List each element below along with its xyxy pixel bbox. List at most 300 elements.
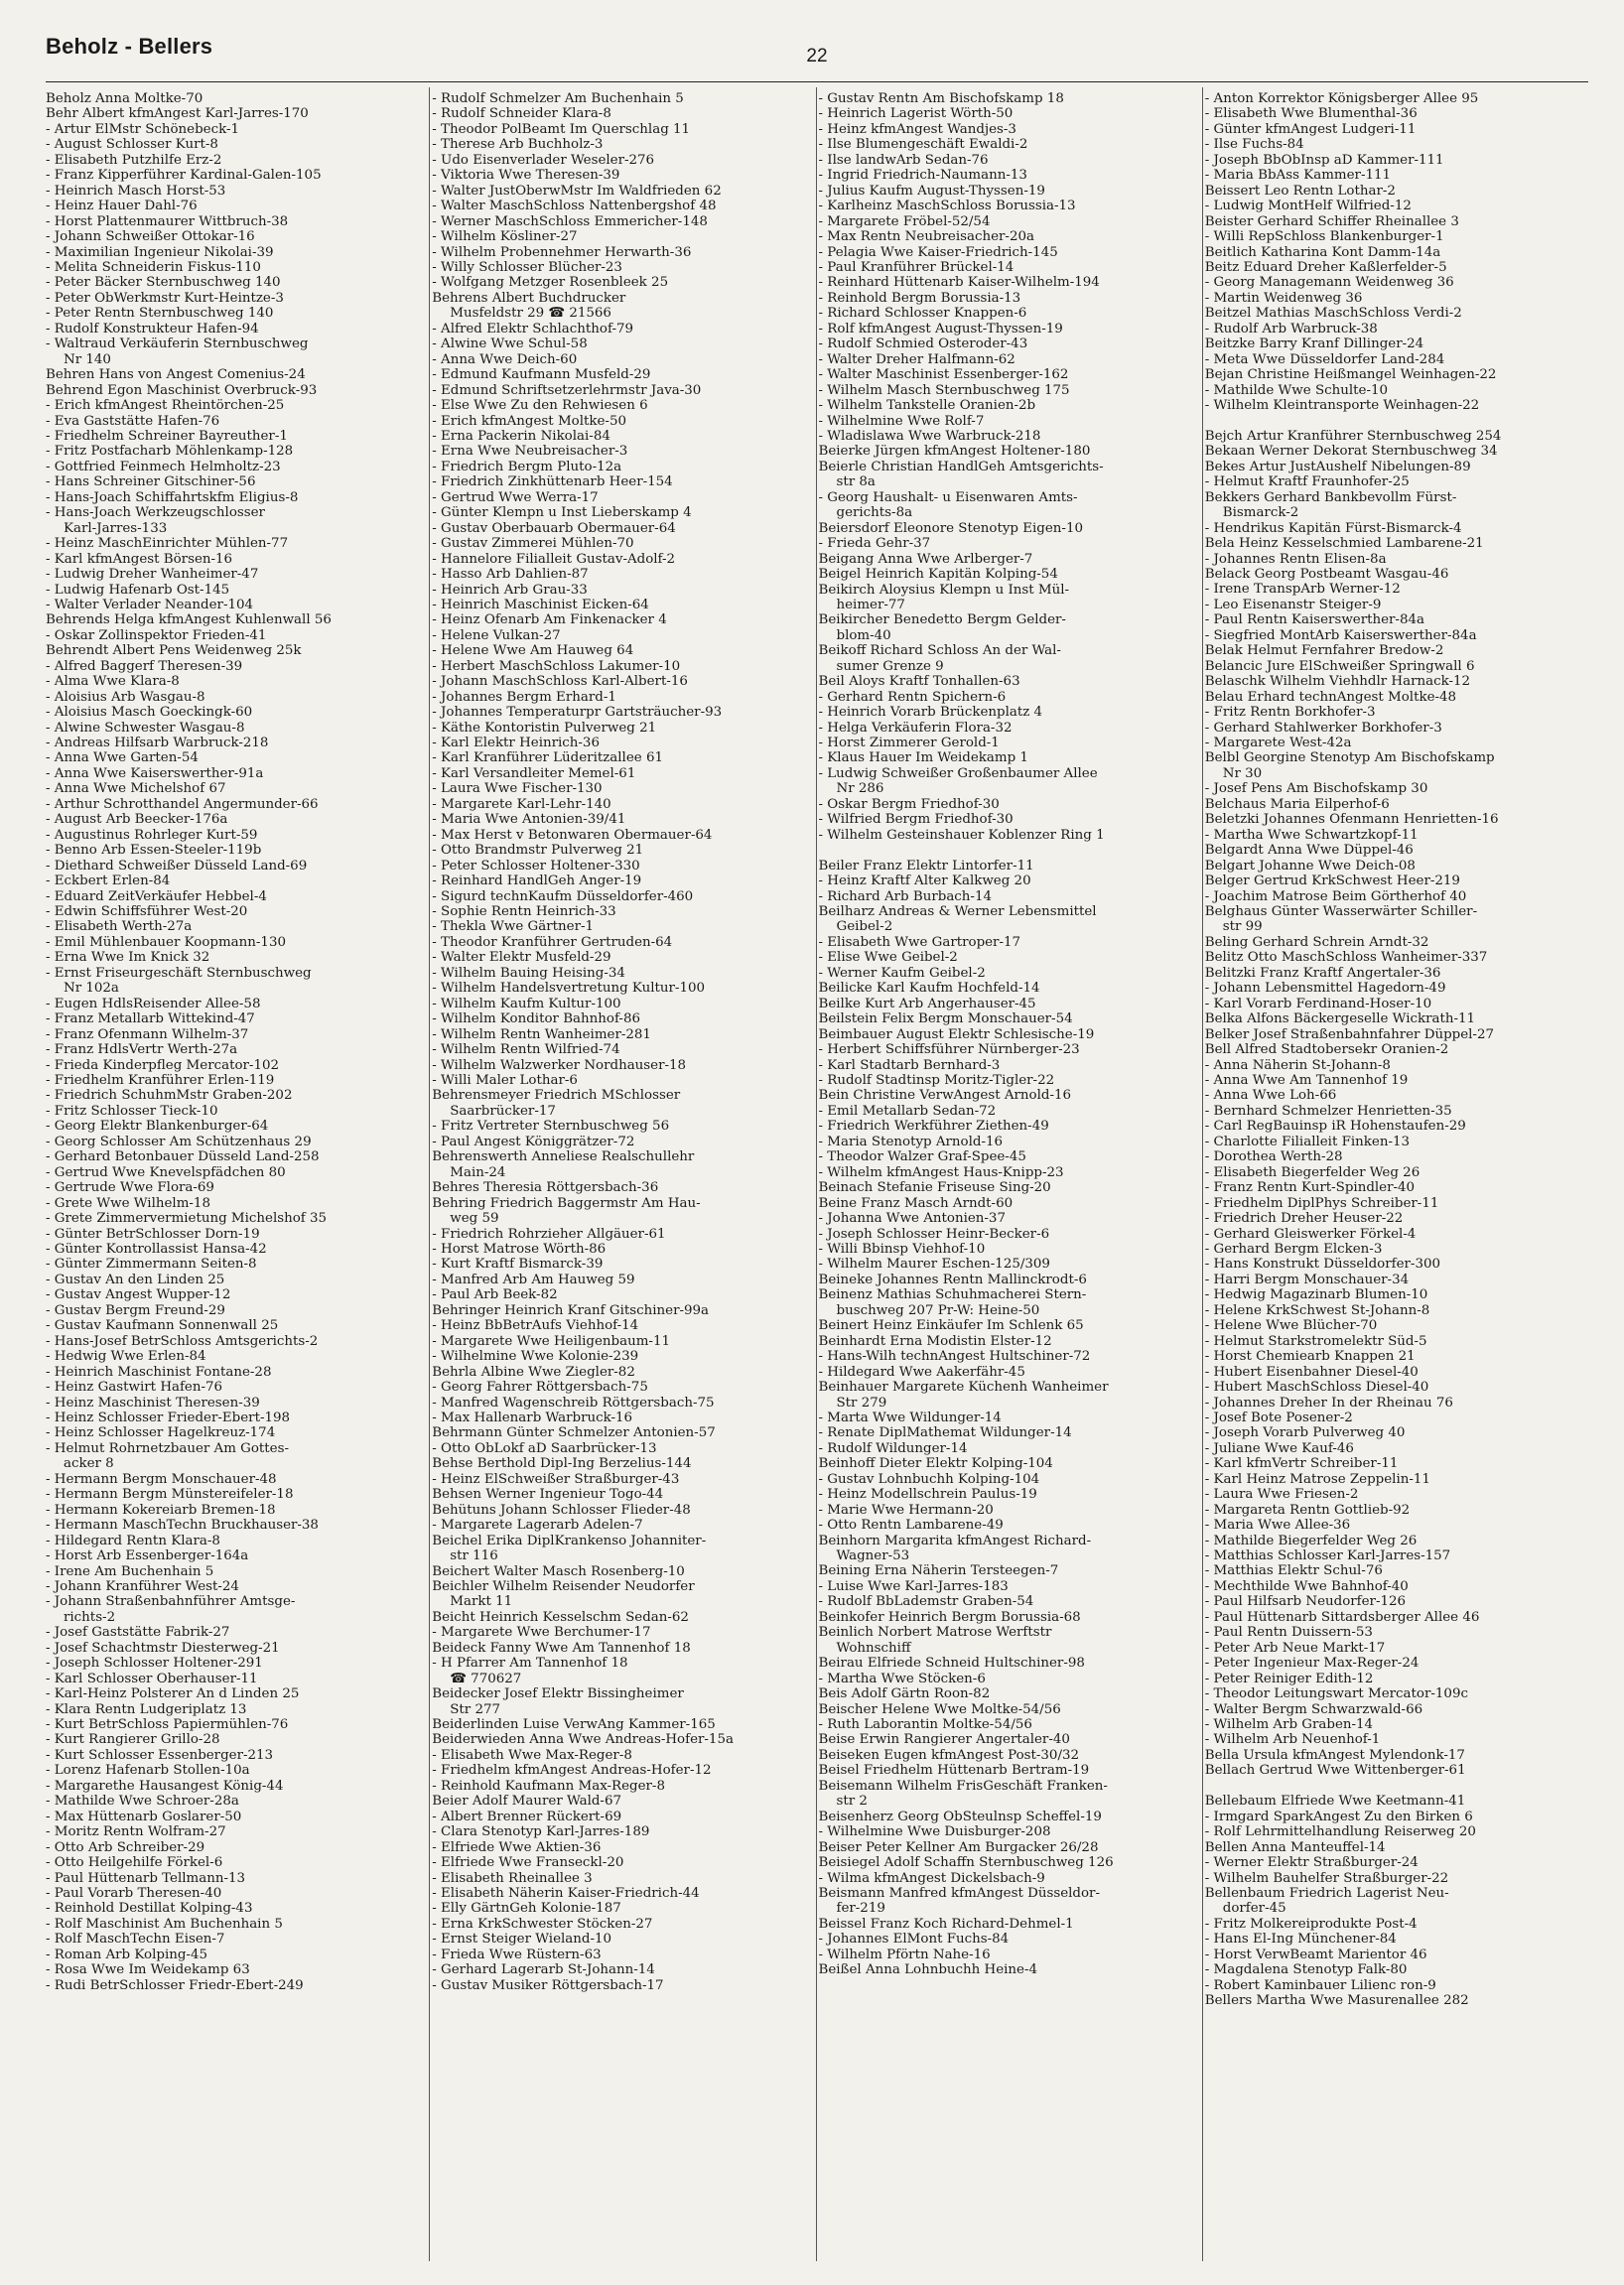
column-2 — [429, 87, 815, 2261]
directory-entry: Behütuns Johann Schlosser Flieder-48 — [432, 1502, 691, 1518]
directory-entry: - Elisabeth Wwe Gartroper-17 — [818, 934, 1021, 950]
directory-entry: - Anna Näherin St-Johann-8 — [1204, 1057, 1391, 1073]
directory-entry: - Gerhard Stahlwerker Borkhofer-3 — [1204, 720, 1442, 736]
directory-entry: - Roman Arb Kolping-45 — [46, 1947, 207, 1962]
directory-entry: Beitzel Mathias MaschSchloss Verdi-2 — [1204, 306, 1462, 322]
directory-entry: - Hubert Eisenbahner Diesel-40 — [1204, 1364, 1419, 1380]
directory-entry: - Anna Wwe Am Tannenhof 19 — [1204, 1072, 1409, 1088]
directory-entry: - Rudolf BbLademstr Graben-54 — [818, 1594, 1034, 1610]
directory-entry: - Clara Stenotyp Karl-Jarres-189 — [432, 1824, 650, 1840]
directory-entry: - Hans-Wilh technAngest Hultschiner-72 — [818, 1349, 1091, 1365]
directory-entry: - Gertrude Wwe Flora-69 — [46, 1180, 214, 1196]
directory-entry: Bein Christine VerwAngest Arnold-16 — [818, 1088, 1072, 1104]
directory-entry: - Paul Hüttenarb Tellmann-13 — [46, 1870, 246, 1886]
directory-entry: - Elly GärtnGeh Kolonie-187 — [432, 1901, 621, 1917]
directory-entry: - Rudolf Schneider Klara-8 — [432, 106, 611, 122]
directory-entry: - Wilhelm Handelsvertretung Kultur-100 — [432, 981, 706, 997]
directory-entry: - Karl kfmVertr Schreiber-11 — [1204, 1456, 1399, 1472]
directory-entry: - Gustav Zimmerei Mühlen-70 — [432, 536, 634, 552]
directory-entry: Behres Theresia Röttgersbach-36 — [432, 1180, 659, 1196]
directory-entry: - Franz Metallarb Wittekind-47 — [46, 1011, 255, 1027]
directory-entry: - Elisabeth Putzhilfe Erz-2 — [46, 152, 222, 168]
directory-entry: - Willy Schlosser Blücher-23 — [432, 259, 622, 275]
directory-entry: - Margarethe Hausangest König-44 — [46, 1778, 284, 1794]
directory-entry: - Herbert Schiffsführer Nürnberger-23 — [818, 1042, 1080, 1058]
directory-entry: Bekkers Gerhard Bankbevollm Fürst- — [1204, 489, 1457, 505]
directory-entry: Bellach Gertrud Wwe Wittenberger-61 — [1204, 1763, 1466, 1779]
directory-entry: Belancic Jure ElSchweißer Springwall 6 — [1204, 658, 1475, 674]
directory-entry: - Gustav Musiker Röttgersbach-17 — [432, 1977, 664, 1993]
directory-entry: - Gottfried Feinmech Helmholtz-23 — [46, 459, 281, 474]
directory-entry: - Frieda Kinderpfleg Mercator-102 — [46, 1057, 280, 1073]
directory-entry: - Johann Straßenbahnführer Amtsge- — [46, 1594, 296, 1610]
directory-entry: - Wilfried Bergm Friedhof-30 — [818, 812, 1014, 828]
directory-entry: - Hermann Kokereiarb Bremen-18 — [46, 1502, 276, 1518]
directory-entry: - Helene Wwe Blücher-70 — [1204, 1318, 1378, 1334]
directory-entry: - Martha Wwe Stöcken-6 — [818, 1671, 986, 1686]
directory-entry: Beitz Eduard Dreher Kaßlerfelder-5 — [1204, 259, 1447, 275]
directory-entry: - Werner Kaufm Geibel-2 — [818, 965, 986, 981]
directory-entry: - Heinz Kraftf Alter Kalkweg 20 — [818, 874, 1031, 889]
directory-entry: Markt 11 — [450, 1594, 513, 1610]
directory-entry: - Matthias Elektr Schul-76 — [1204, 1563, 1383, 1579]
directory-entry: - Rolf kfmAngest August-Thyssen-19 — [818, 321, 1063, 336]
directory-entry: Beinlich Norbert Matrose Werftstr — [818, 1625, 1052, 1641]
directory-entry: - Erna Wwe Im Knick 32 — [46, 950, 210, 966]
directory-entry: - Johann MaschSchloss Karl-Albert-16 — [432, 674, 688, 690]
directory-entry: - Thekla Wwe Gärtner-1 — [432, 919, 595, 935]
directory-entry: - Frieda Wwe Rüstern-63 — [432, 1947, 602, 1962]
directory-entry: Beigel Heinrich Kapitän Kolping-54 — [818, 567, 1058, 583]
directory-entry: Bellebaum Elfriede Wwe Keetmann-41 — [1204, 1794, 1466, 1810]
directory-entry: - Margarete Fröbel-52/54 — [818, 213, 991, 229]
directory-entry: - Elisabeth Rheinallee 3 — [432, 1870, 593, 1886]
directory-entry: - Horst Matrose Wörth-86 — [432, 1241, 607, 1257]
directory-entry: - Eugen HdlsReisender Allee-58 — [46, 996, 261, 1011]
directory-entry: - Irene Am Buchenhain 5 — [46, 1563, 214, 1579]
directory-entry: Behr Albert kfmAngest Karl-Jarres-170 — [46, 106, 309, 122]
directory-entry: Beikoff Richard Schloss An der Wal- — [818, 643, 1061, 659]
directory-entry: - Benno Arb Essen-Steeler-119b — [46, 843, 262, 859]
directory-entry: - Friedhelm Kranführer Erlen-119 — [46, 1073, 275, 1088]
directory-entry: - Bernhard Schmelzer Henrietten-35 — [1204, 1103, 1452, 1119]
directory-entry: - Maria Stenotyp Arnold-16 — [818, 1134, 1004, 1149]
directory-entry: - Wilma kfmAngest Dickelsbach-9 — [818, 1870, 1045, 1886]
directory-entry: - Heinz Schlosser Frieder-Ebert-198 — [46, 1410, 291, 1425]
directory-entry: Behren Hans von Angest Comenius-24 — [46, 367, 306, 383]
directory-entry: - Gerhard Lagerarb St-Johann-14 — [432, 1962, 655, 1978]
directory-entry: - Gerhard Betonbauer Düsseld Land-258 — [46, 1149, 320, 1165]
directory-entry: Behrendt Albert Pens Weidenweg 25k — [46, 643, 302, 659]
directory-entry: - Wilhelm Probennehmer Herwarth-36 — [432, 244, 692, 260]
directory-entry: - Peter Rentn Sternbuschweg 140 — [46, 306, 274, 322]
directory-entry: - Friedhelm kfmAngest Andreas-Hofer-12 — [432, 1763, 712, 1779]
directory-entry: - Gustav Kaufmann Sonnenwall 25 — [46, 1318, 279, 1334]
directory-entry: - Mathilde Biegerfelder Weg 26 — [1204, 1533, 1418, 1548]
directory-entry: - Willi Bbinsp Viehhof-10 — [818, 1241, 986, 1257]
directory-entry: - Franz HdlsVertr Werth-27a — [46, 1042, 238, 1058]
directory-entry: Bellenbaum Friedrich Lagerist Neu- — [1204, 1885, 1449, 1901]
directory-entry: - Wladislawa Wwe Warbruck-218 — [818, 428, 1041, 444]
directory-entry: - Heinz Gastwirt Hafen-76 — [46, 1380, 223, 1396]
directory-entry: Beinert Heinz Einkäufer Im Schlenk 65 — [818, 1318, 1084, 1334]
directory-entry: Bell Alfred Stadtobersekr Oranien-2 — [1204, 1042, 1449, 1058]
directory-entry: - Hans-Joach Schiffahrtskfm Eligius-8 — [46, 489, 299, 505]
directory-entry: fer-219 — [836, 1901, 885, 1917]
directory-entry: - Alfred Elektr Schlachthof-79 — [432, 321, 634, 336]
directory-entry: - Margarete Lagerarb Adelen-7 — [432, 1518, 643, 1534]
directory-entry: - Emil Metallarb Sedan-72 — [818, 1103, 997, 1119]
directory-entry: - Wilhelm Gesteinshauer Koblenzer Ring 1 — [818, 827, 1105, 843]
directory-entry: - Anna Wwe Garten-54 — [46, 750, 199, 766]
directory-entry: - Anna Wwe Michelshof 67 — [46, 781, 226, 797]
directory-entry: Bellen Anna Manteuffel-14 — [1204, 1839, 1386, 1855]
directory-entry: Belka Alfons Bäckergeselle Wickrath-11 — [1204, 1011, 1476, 1027]
directory-entry: - Erich kfmAngest Rheintörchen-25 — [46, 398, 285, 414]
directory-entry: - Richard Schlosser Knappen-6 — [818, 306, 1027, 322]
directory-entry: - Diethard Schweißer Düsseld Land-69 — [46, 858, 308, 874]
directory-entry: Beierle Christian HandlGeh Amtsgerichts- — [818, 459, 1104, 474]
directory-entry: - Gustav An den Linden 25 — [46, 1272, 225, 1287]
directory-entry: dorfer-45 — [1222, 1901, 1286, 1917]
directory-entry: - Johann Kranführer West-24 — [46, 1578, 239, 1594]
directory-entry: - Hermann Bergm Münstereifeler-18 — [46, 1487, 294, 1503]
directory-entry: - Ludwig Hafenarb Ost-145 — [46, 582, 230, 598]
directory-entry: - Otto Rentn Lambarene-49 — [818, 1518, 1004, 1534]
column-3 — [816, 87, 1202, 2261]
directory-entry: - Wilhelm Masch Sternbuschweg 175 — [818, 382, 1070, 398]
directory-entry: Beichler Wilhelm Reisender Neudorfer — [432, 1578, 695, 1594]
directory-entry: - H Pfarrer Am Tannenhof 18 — [432, 1656, 628, 1672]
directory-entry: - Johannes Bergm Erhard-1 — [432, 689, 616, 705]
directory-entry: - Mathilde Wwe Schroer-28a — [46, 1794, 239, 1810]
directory-entry: - Rudolf Schmelzer Am Buchenhain 5 — [432, 91, 684, 106]
directory-entry: - Margarete Wwe Heiligenbaum-11 — [432, 1333, 670, 1349]
directory-entry: Beholz Anna Moltke-70 — [46, 91, 203, 106]
directory-entry: Beidecker Josef Elektr Bissingheimer — [432, 1686, 684, 1702]
directory-entry: Beichert Walter Masch Rosenberg-10 — [432, 1563, 685, 1579]
directory-entry: - Horst Zimmerer Gerold-1 — [818, 736, 1000, 751]
directory-entry: - Mathilde Wwe Schulte-10 — [1204, 382, 1389, 398]
directory-entry: - Peter Arb Neue Markt-17 — [1204, 1640, 1386, 1656]
directory-entry: Beine Franz Masch Arndt-60 — [818, 1195, 1014, 1211]
directory-entry: - Hildegard Wwe Aakerfähr-45 — [818, 1364, 1025, 1380]
directory-entry: - Joseph Schlosser Heinr-Becker-6 — [818, 1226, 1050, 1242]
directory-entry: acker 8 — [64, 1456, 114, 1472]
directory-entry: - Horst VerwBeamt Marientor 46 — [1204, 1947, 1427, 1962]
directory-entry: - Theodor Walzer Graf-Spee-45 — [818, 1149, 1026, 1165]
directory-entry: Belghaus Günter Wasserwärter Schiller- — [1204, 904, 1478, 919]
directory-entry: - Karl-Heinz Polsterer An d Linden 25 — [46, 1686, 300, 1702]
directory-entry: Beinhauer Margarete Küchenh Wanheimer — [818, 1380, 1109, 1396]
directory-entry: - Paul Rentn Kaiserswerther-84a — [1204, 612, 1424, 628]
directory-entry: - Hans El-Ing Münchener-84 — [1204, 1932, 1397, 1948]
directory-entry: - Hildegard Rentn Klara-8 — [46, 1533, 220, 1548]
directory-entry: Belgardt Anna Wwe Düppel-46 — [1204, 843, 1414, 859]
directory-entry: - Otto Brandmstr Pulverweg 21 — [432, 843, 644, 859]
directory-entry: - Wilhelm Bauing Heising-34 — [432, 965, 625, 981]
directory-entry: - Gerhard Gleiswerker Förkel-4 — [1204, 1226, 1417, 1242]
directory-entry: - Alfred Baggerf Theresen-39 — [46, 658, 243, 674]
directory-entry: - Georg Elektr Blankenburger-64 — [46, 1119, 269, 1135]
directory-entry: - Friedrich Bergm Pluto-12a — [432, 459, 622, 474]
directory-entry: - Gerhard Rentn Spichern-6 — [818, 689, 1007, 705]
directory-entry: - Kurt Schlosser Essenberger-213 — [46, 1747, 274, 1763]
directory-entry: Beitzke Barry Kranf Dillinger-24 — [1204, 336, 1424, 352]
directory-entry: Belchaus Maria Eilperhof-6 — [1204, 796, 1390, 812]
directory-entry: - Fritz Rentn Borkhofer-3 — [1204, 705, 1376, 721]
directory-entry: - Maximilian Ingenieur Nikolai-39 — [46, 244, 274, 260]
directory-entry: - Günter Klempn u Inst Lieberskamp 4 — [432, 505, 692, 521]
directory-entry: - Moritz Rentn Wolfram-27 — [46, 1824, 226, 1840]
directory-entry: Beiderwieden Anna Wwe Andreas-Hofer-15a — [432, 1732, 734, 1748]
directory-entry: - Hannelore Filialleit Gustav-Adolf-2 — [432, 551, 676, 567]
directory-entry: Behrensmeyer Friedrich MSchlosser — [432, 1088, 681, 1104]
directory-entry: - Friedrich Dreher Heuser-22 — [1204, 1211, 1404, 1227]
directory-entry: Str 277 — [450, 1701, 501, 1717]
directory-entry: - Hendrikus Kapitän Fürst-Bismarck-4 — [1204, 520, 1462, 536]
directory-entry: - Joseph Vorarb Pulverweg 40 — [1204, 1425, 1406, 1441]
directory-entry: - Franz Rentn Kurt-Spindler-40 — [1204, 1180, 1416, 1196]
directory-entry: - Werner Elektr Straßburger-24 — [1204, 1855, 1419, 1871]
directory-entry: - Gustav Bergm Freund-29 — [46, 1302, 225, 1318]
directory-entry: Wagner-53 — [836, 1548, 910, 1564]
directory-entry: - Julius Kaufm August-Thyssen-19 — [818, 183, 1045, 199]
directory-entry: - Else Wwe Zu den Rehwiesen 6 — [432, 398, 648, 414]
directory-entry: Nr 140 — [64, 351, 111, 367]
directory-entry: - Martha Wwe Schwartzkopf-11 — [1204, 827, 1419, 843]
column-4 — [1202, 87, 1588, 2261]
directory-entry: - Wilhelm Maurer Eschen-125/309 — [818, 1257, 1050, 1273]
directory-entry: - Horst Arb Essenberger-164a — [46, 1548, 249, 1564]
directory-entry: - Joseph BbObInsp aD Kammer-111 — [1204, 152, 1444, 168]
directory-entry: - Theodor PolBeamt Im Querschlag 11 — [432, 121, 691, 137]
directory-entry: - Elfriede Wwe Franseckl-20 — [432, 1855, 624, 1871]
directory-entry: - Rolf MaschTechn Eisen-7 — [46, 1932, 225, 1948]
directory-entry: - Heinz ElSchweißer Straßburger-43 — [432, 1471, 680, 1487]
directory-entry: Beisel Friedhelm Hüttenarb Bertram-19 — [818, 1763, 1090, 1779]
directory-entry: - Elisabeth Näherin Kaiser-Friedrich-44 — [432, 1886, 700, 1902]
directory-entry: - Günter Kontrollassist Hansa-42 — [46, 1241, 267, 1257]
directory-entry: - Wilhelm kfmAngest Haus-Knipp-23 — [818, 1164, 1064, 1180]
directory-entry: - Rudolf Stadtinsp Moritz-Tigler-22 — [818, 1072, 1055, 1088]
directory-entry: - Walter MaschSchloss Nattenbergshof 48 — [432, 199, 717, 214]
directory-entry: - Karlheinz MaschSchloss Borussia-13 — [818, 199, 1076, 214]
directory-entry: Beiersdorf Eleonore Stenotyp Eigen-10 — [818, 520, 1083, 536]
directory-entry: - Helmut Rohrnetzbauer Am Gottes- — [46, 1440, 290, 1456]
directory-entry: - Hans Konstrukt Düsseldorfer-300 — [1204, 1257, 1441, 1273]
directory-entry: Belitzki Franz Kraftf Angertaler-36 — [1204, 965, 1441, 981]
directory-entry: - Rudolf Arb Warbruck-38 — [1204, 321, 1378, 336]
directory-entry: - Paul Hüttenarb Sittardsberger Allee 46 — [1204, 1609, 1480, 1625]
directory-entry: - Meta Wwe Düsseldorfer Land-284 — [1204, 351, 1445, 367]
directory-entry: - Heinz Schlosser Hagelkreuz-174 — [46, 1425, 276, 1441]
directory-entry: Beimbauer August Elektr Schlesische-19 — [818, 1026, 1095, 1042]
directory-entry: - Arthur Schrotthandel Angermunder-66 — [46, 796, 319, 812]
page-number: 22 — [806, 46, 828, 67]
directory-entry: - Heinrich Arb Grau-33 — [432, 582, 588, 598]
directory-entry: - Reinhard HandlGeh Anger-19 — [432, 874, 642, 889]
directory-entry: Beier Adolf Maurer Wald-67 — [432, 1794, 621, 1810]
directory-entry: Bejan Christine Heißmangel Weinhagen-22 — [1204, 367, 1497, 383]
directory-entry: - Otto ObLokf aD Saarbrücker-13 — [432, 1440, 657, 1456]
directory-entry: Beiler Franz Elektr Lintorfer-11 — [818, 858, 1034, 874]
directory-entry: - Viktoria Wwe Theresen-39 — [432, 168, 620, 184]
directory-entry: Behrmann Günter Schmelzer Antonien-57 — [432, 1425, 716, 1441]
directory-entry: Beiderlinden Luise VerwAng Kammer-165 — [432, 1717, 716, 1733]
directory-entry: - Franz Kipperführer Kardinal-Galen-105 — [46, 168, 322, 184]
directory-entry: Bekes Artur JustAushelf Nibelungen-89 — [1204, 459, 1471, 474]
directory-entry: - Helene Vulkan-27 — [432, 627, 561, 643]
directory-entry: Beiseken Eugen kfmAngest Post-30/32 — [818, 1747, 1080, 1763]
directory-entry: - Maria BbAss Kammer-111 — [1204, 168, 1392, 184]
directory-entry: - Willi Maler Lothar-6 — [432, 1073, 578, 1088]
directory-entry: - Josef Pens Am Bischofskamp 30 — [1204, 781, 1428, 797]
directory-entry — [1205, 414, 1582, 429]
directory-entry: Beisenherz Georg ObSteulnsp Scheffel-19 — [818, 1809, 1102, 1824]
directory-entry: - Elise Wwe Geibel-2 — [818, 950, 958, 966]
directory-entry: Beining Erna Näherin Tersteegen-7 — [818, 1563, 1059, 1579]
directory-entry: Beise Erwin Rangierer Angertaler-40 — [818, 1732, 1070, 1748]
directory-entry: sumer Grenze 9 — [836, 658, 944, 674]
directory-entry: - Walter Maschinist Essenberger-162 — [818, 367, 1069, 383]
directory-entry: - Heinrich Vorarb Brückenplatz 4 — [818, 705, 1043, 721]
directory-entry: - Kurt Rangierer Grillo-28 — [46, 1732, 220, 1748]
directory-columns — [46, 87, 1588, 2261]
directory-entry: Bismarck-2 — [1222, 505, 1299, 521]
directory-entry: - Max Rentn Neubreisacher-20a — [818, 229, 1034, 245]
directory-entry: - August Arb Beecker-176a — [46, 812, 228, 828]
directory-entry: - Wilhelm Bauhelfer Straßburger-22 — [1204, 1870, 1449, 1886]
directory-entry: - Sigurd technKaufm Düsseldorfer-460 — [432, 888, 694, 904]
directory-entry: - Reinhold Destillat Kolping-43 — [46, 1901, 253, 1917]
directory-entry: - Helmut Starkstromelektr Süd-5 — [1204, 1333, 1427, 1349]
directory-entry: - Peter Schlosser Holtener-330 — [432, 858, 640, 874]
directory-entry: - Joseph Schlosser Holtener-291 — [46, 1656, 263, 1672]
directory-entry: - Johannes Dreher In der Rheinau 76 — [1204, 1395, 1453, 1411]
directory-entry: Beinenz Mathias Schuhmacherei Stern- — [818, 1287, 1087, 1303]
directory-entry: - Grete Wwe Wilhelm-18 — [46, 1195, 210, 1211]
directory-entry: Beichel Erika DiplKrankenso Johanniter- — [432, 1533, 707, 1548]
directory-entry: - Edwin Schiffsführer West-20 — [46, 904, 248, 920]
directory-entry: - Herbert MaschSchloss Lakumer-10 — [432, 658, 681, 674]
directory-entry: - Rolf Maschinist Am Buchenhain 5 — [46, 1916, 283, 1932]
directory-entry: - Martin Weidenweg 36 — [1204, 290, 1363, 306]
directory-entry: - Friedrich Zinkhüttenarb Heer-154 — [432, 474, 673, 490]
directory-entry: - Waltraud Verkäuferin Sternbuschweg — [46, 336, 309, 352]
directory-entry: - Heinz kfmAngest Wandjes-3 — [818, 121, 1016, 137]
directory-entry: - Franz Ofenmann Wilhelm-37 — [46, 1026, 249, 1042]
directory-entry: richts-2 — [64, 1609, 116, 1625]
directory-entry: - Werner MaschSchloss Emmericher-148 — [432, 213, 708, 229]
directory-entry: - Laura Wwe Fischer-130 — [432, 781, 603, 797]
directory-entry: Behrens Albert Buchdrucker — [432, 290, 626, 306]
directory-entry: - Georg Managemann Weidenweg 36 — [1204, 275, 1454, 291]
directory-entry: - Günter kfmAngest Ludgeri-11 — [1204, 121, 1417, 137]
directory-entry: Bekaan Werner Dekorat Sternbuschweg 34 — [1204, 444, 1498, 460]
directory-entry: Beitlich Katharina Kont Damm-14a — [1204, 244, 1441, 260]
directory-entry: Belak Helmut Fernfahrer Bredow-2 — [1204, 643, 1444, 659]
directory-entry: - Reinhold Bergm Borussia-13 — [818, 290, 1021, 306]
directory-entry: - Georg Haushalt- u Eisenwaren Amts- — [818, 489, 1078, 505]
directory-entry: Belger Gertrud KrkSchwest Heer-219 — [1204, 874, 1460, 889]
directory-entry: - Anna Wwe Deich-60 — [432, 351, 578, 367]
directory-entry: - Johanna Wwe Antonien-37 — [818, 1211, 1006, 1227]
directory-entry: Beilharz Andreas & Werner Lebensmittel — [818, 904, 1097, 919]
directory-entry: - Gustav Oberbauarb Obermauer-64 — [432, 520, 676, 536]
directory-entry: - Maria Wwe Allee-36 — [1204, 1518, 1351, 1534]
directory-entry: Beinkofer Heinrich Bergm Borussia-68 — [818, 1609, 1081, 1625]
directory-entry: - Horst Chemiearb Knappen 21 — [1204, 1349, 1416, 1365]
directory-entry: Beissel Franz Koch Richard-Dehmel-1 — [818, 1916, 1074, 1932]
directory-entry: - Karl kfmAngest Börsen-16 — [46, 551, 233, 567]
directory-entry: Beil Aloys Kraftf Tonhallen-63 — [818, 674, 1020, 690]
directory-entry: - Gertrud Wwe Knevelspfädchen 80 — [46, 1164, 286, 1180]
directory-entry: - Margarete West-42a — [1204, 736, 1352, 751]
directory-entry: - Karl Heinz Matrose Zeppelin-11 — [1204, 1471, 1430, 1487]
directory-entry: Beling Gerhard Schrein Arndt-32 — [1204, 934, 1429, 950]
directory-entry: Beischer Helene Wwe Moltke-54/56 — [818, 1701, 1061, 1717]
directory-entry: - Matthias Schlosser Karl-Jarres-157 — [1204, 1548, 1451, 1564]
directory-entry: - Karl Schlosser Oberhauser-11 — [46, 1671, 258, 1686]
directory-entry: - Johannes ElMont Fuchs-84 — [818, 1932, 1010, 1948]
directory-entry: Belaschk Wilhelm Viehhdlr Harnack-12 — [1204, 674, 1471, 690]
directory-entry: - Helmut Kraftf Fraunhofer-25 — [1204, 474, 1410, 490]
directory-entry: Beister Gerhard Schiffer Rheinallee 3 — [1204, 213, 1459, 229]
directory-entry: Saarbrücker-17 — [450, 1103, 556, 1119]
directory-entry: - Paul Angest Königgrätzer-72 — [432, 1134, 635, 1149]
directory-entry: - Aloisius Masch Goeckingk-60 — [46, 705, 253, 721]
directory-entry: - Kurt BetrSchloss Papiermühlen-76 — [46, 1717, 289, 1733]
directory-entry: - Frieda Gehr-37 — [818, 536, 931, 552]
directory-entry: - Friedhelm DiplPhys Schreiber-11 — [1204, 1195, 1439, 1211]
directory-entry: - Josef Schachtmstr Diesterweg-21 — [46, 1640, 280, 1656]
directory-entry: - Ludwig MontHelf Wilfried-12 — [1204, 199, 1412, 214]
directory-entry: Belack Georg Postbeamt Wasgau-46 — [1204, 567, 1449, 583]
header-rule — [46, 81, 1588, 82]
directory-entry: - Käthe Kontoristin Pulverweg 21 — [432, 720, 657, 736]
directory-entry: - Edmund Schriftsetzerlehrmstr Java-30 — [432, 382, 702, 398]
directory-entry: - Hubert MaschSchloss Diesel-40 — [1204, 1380, 1429, 1396]
directory-entry: Behrend Egon Maschinist Overbruck-93 — [46, 382, 318, 398]
directory-entry: - Ilse landwArb Sedan-76 — [818, 152, 989, 168]
directory-entry: gerichts-8a — [836, 505, 913, 521]
directory-entry: - Peter Bäcker Sternbuschweg 140 — [46, 275, 281, 291]
directory-entry: - Manfred Wagenschreib Röttgersbach-75 — [432, 1395, 715, 1411]
directory-entry: Belitz Otto MaschSchloss Wanheimer-337 — [1204, 950, 1488, 966]
directory-entry: - Johann Schweißer Ottokar-16 — [46, 229, 255, 245]
directory-entry: - Fritz Molkereiprodukte Post-4 — [1204, 1916, 1418, 1932]
directory-entry: Main-24 — [450, 1164, 506, 1180]
directory-entry: Beisemann Wilhelm FrisGeschäft Franken- — [818, 1778, 1108, 1794]
directory-entry: - Rudi BetrSchlosser Friedr-Ebert-249 — [46, 1977, 304, 1993]
directory-entry: - Max Herst v Betonwaren Obermauer-64 — [432, 827, 713, 843]
directory-entry: - Alwine Wwe Schul-58 — [432, 336, 588, 352]
directory-entry: - Peter Reiniger Edith-12 — [1204, 1671, 1374, 1686]
directory-entry: Beierke Jürgen kfmAngest Holtener-180 — [818, 444, 1091, 460]
directory-entry: - Hedwig Wwe Erlen-84 — [46, 1349, 206, 1365]
directory-entry: - Wolfgang Metzger Rosenbleek 25 — [432, 275, 669, 291]
directory-entry: - Melita Schneiderin Fiskus-110 — [46, 259, 261, 275]
directory-entry: - Heinz Hauer Dahl-76 — [46, 199, 198, 214]
directory-entry: - Fritz Schlosser Tieck-10 — [46, 1103, 218, 1119]
directory-entry: - Gustav Rentn Am Bischofskamp 18 — [818, 91, 1064, 106]
directory-entry: - Heinrich Lagerist Wörth-50 — [818, 106, 1014, 122]
directory-entry: - Ernst Steiger Wieland-10 — [432, 1932, 612, 1948]
directory-entry: - Heinz Modellschrein Paulus-19 — [818, 1487, 1037, 1503]
directory-entry: - Heinz Maschinist Theresen-39 — [46, 1395, 260, 1411]
directory-entry: - Erna KrkSchwester Stöcken-27 — [432, 1916, 653, 1932]
